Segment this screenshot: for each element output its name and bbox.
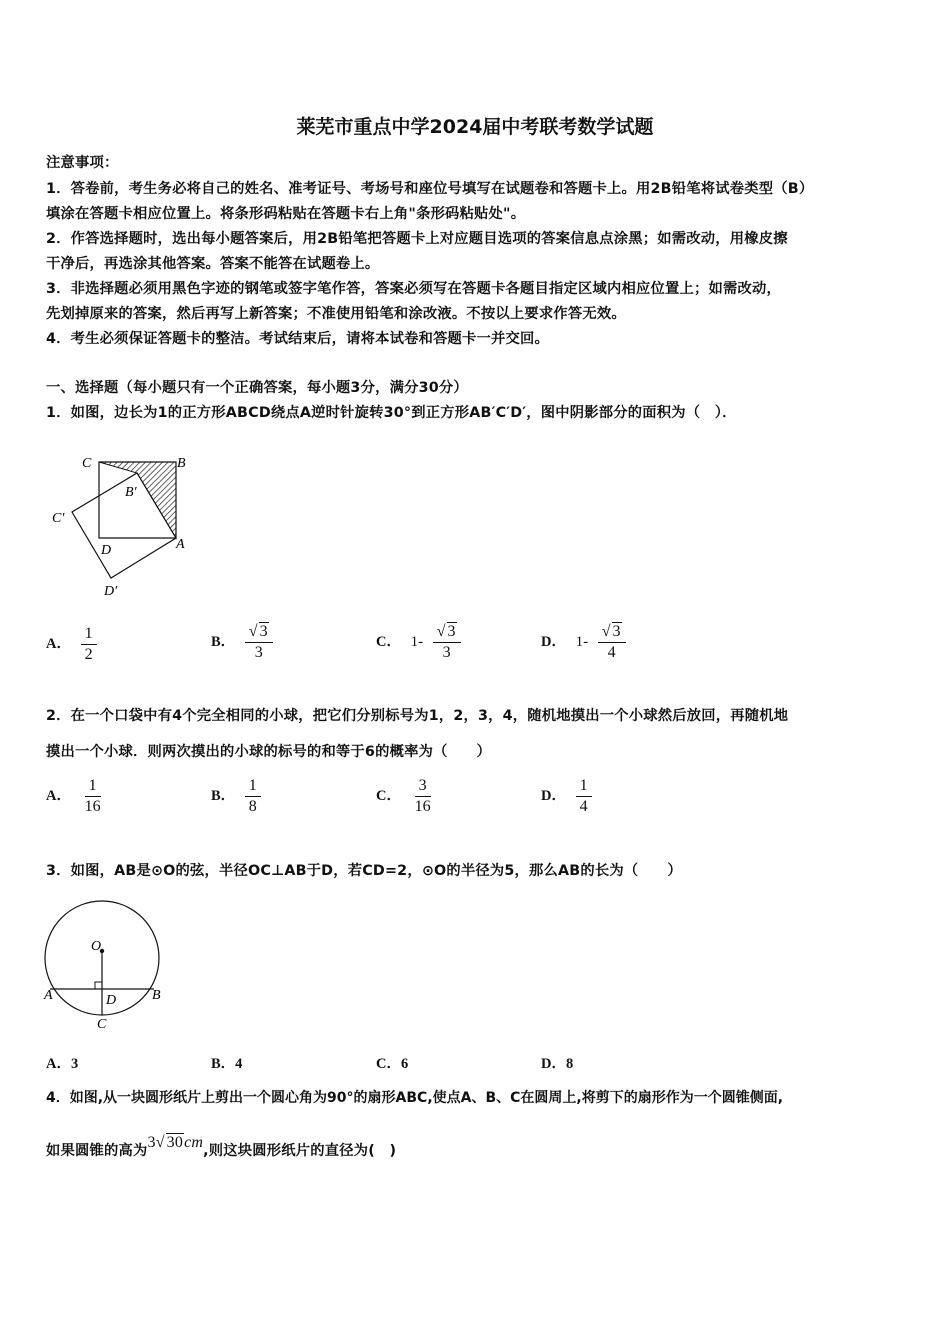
figure-label: C′ bbox=[52, 511, 65, 526]
q2-option-c[interactable] bbox=[376, 776, 435, 817]
q1-option-c[interactable] bbox=[376, 622, 461, 663]
numerator: 1 bbox=[576, 776, 592, 797]
option-letter: A． bbox=[46, 787, 71, 804]
figure-label: C bbox=[82, 456, 92, 471]
numerator: 1 bbox=[81, 624, 97, 645]
denominator: 3 bbox=[254, 644, 263, 661]
q1-option-a[interactable] bbox=[46, 624, 97, 665]
numerator: √ 3 bbox=[245, 622, 273, 643]
figure-label: D′ bbox=[104, 584, 118, 599]
formula-coefficient: 3 bbox=[147, 1134, 156, 1151]
figure-label: B bbox=[177, 456, 186, 471]
figure-label: O bbox=[91, 939, 102, 954]
q3-figure bbox=[42, 896, 172, 1036]
height-formula: 3√ 30cm bbox=[147, 1134, 204, 1151]
page-title: 莱芜市重点中学2024届中考联考数学试题 bbox=[296, 116, 654, 138]
fraction bbox=[81, 624, 97, 665]
question-4-text: 4．如图,从一块圆形纸片上剪出一个圆心角为90°的扇形ABC,使点A、B、C在圆周上,将剪下的扇形作为一个圆锥侧面, bbox=[46, 1090, 784, 1106]
denominator: 16 bbox=[414, 798, 431, 815]
notice-line: 3．非选择题必须用黑色字迹的钢笔或签字笔作答，答案必须写在答题卡各题目指定区域内相应位置上；如需改动， bbox=[46, 281, 781, 297]
notice-line: 先划掉原来的答案，然后再写上新答案；不准使用铅笔和涂改液。不按以上要求作答无效。 bbox=[46, 306, 626, 322]
option-letter: B． bbox=[211, 633, 236, 650]
notice-line: 填涂在答题卡相应位置上。将条形码粘贴在答题卡右上角"条形码粘贴处"。 bbox=[46, 206, 526, 222]
figure-label: B′ bbox=[125, 485, 137, 500]
numerator: 3 bbox=[415, 776, 431, 797]
radicand: 3 bbox=[612, 623, 621, 640]
q3-option-d[interactable]: D．8 bbox=[541, 1056, 574, 1072]
figure-label: A bbox=[176, 537, 185, 552]
fraction bbox=[411, 776, 435, 817]
fraction bbox=[433, 622, 461, 663]
denominator: 4 bbox=[607, 644, 616, 661]
option-letter: C． bbox=[376, 633, 401, 650]
figure-label: A bbox=[44, 988, 53, 1003]
figure-label: D bbox=[106, 993, 117, 1008]
notice-line: 1．答卷前，考生务必将自己的姓名、准考证号、考场号和座位号填写在试题卷和答题卡上。用2B铅笔将试卷类型（B） bbox=[46, 181, 814, 197]
denominator: 4 bbox=[579, 798, 588, 815]
question-4-prefix: 如果圆锥的高为 bbox=[46, 1143, 148, 1159]
formula-unit: cm bbox=[184, 1134, 204, 1151]
figure-label: B bbox=[152, 988, 161, 1003]
question-3-text: 3．如图，AB是⊙O的弦，半径OC⊥AB于D，若CD=2，⊙O的半径为5，那么AB的长为（ ） bbox=[46, 863, 682, 879]
section-heading: 一、选择题（每小题只有一个正确答案，每小题3分，满分30分） bbox=[46, 380, 468, 396]
denominator: 16 bbox=[84, 798, 101, 815]
option-letter: A． bbox=[46, 635, 71, 652]
numerator: √ 3 bbox=[433, 622, 461, 643]
notice-line: 2．作答选择题时，选出每小题答案后，用2B铅笔把答题卡上对应题目选项的答案信息点涂黑；如需改动，用橡皮擦 bbox=[46, 231, 788, 247]
q2-option-d[interactable] bbox=[541, 776, 592, 817]
q3-option-a[interactable]: A．3 bbox=[46, 1056, 79, 1072]
radicand: 3 bbox=[259, 623, 268, 640]
q1-option-d[interactable] bbox=[541, 622, 626, 663]
q3-option-b[interactable]: B．4 bbox=[211, 1056, 243, 1072]
q1-option-b[interactable] bbox=[211, 622, 273, 663]
notice-line: 4．考生必须保证答题卡的整洁。考试结束后，请将本试卷和答题卡一并交回。 bbox=[46, 331, 550, 347]
q1-figure bbox=[46, 448, 206, 603]
fraction bbox=[81, 776, 105, 817]
notice-heading: 注意事项： bbox=[46, 155, 119, 171]
numerator: √ 3 bbox=[598, 622, 626, 643]
fraction bbox=[245, 622, 273, 663]
figure-label: C bbox=[97, 1017, 107, 1032]
option-letter: D． bbox=[541, 633, 566, 650]
prefix: 1- bbox=[410, 634, 424, 650]
numerator: 1 bbox=[85, 776, 101, 797]
figure-label: D bbox=[101, 543, 112, 558]
q3-option-c[interactable]: C．6 bbox=[376, 1056, 409, 1072]
formula-radicand: 30 bbox=[166, 1134, 184, 1151]
denominator: 2 bbox=[84, 646, 93, 663]
q2-option-a[interactable] bbox=[46, 776, 105, 817]
option-letter: B． bbox=[211, 787, 236, 804]
question-4-suffix: ,则这块圆形纸片的直径为( ) bbox=[203, 1143, 397, 1159]
prefix: 1- bbox=[575, 634, 589, 650]
question-4-text bbox=[46, 1134, 397, 1160]
fraction bbox=[576, 776, 592, 817]
denominator: 3 bbox=[442, 644, 451, 661]
question-2-text: 2．在一个口袋中有4个完全相同的小球，把它们分别标号为1，2，3，4，随机地摸出一个小球然后放回，再随机地 bbox=[46, 708, 789, 724]
notice-line: 干净后，再选涂其他答案。答案不能答在试题卷上。 bbox=[46, 256, 380, 272]
question-1-text: 1．如图，边长为1的正方形ABCD绕点A逆时针旋转30°到正方形AB′C′D′，图中阴影部分的面积为（ ）． bbox=[46, 405, 737, 421]
question-2-text: 摸出一个小球．则两次摸出的小球的标号的和等于6的概率为（ ） bbox=[46, 744, 492, 760]
fraction bbox=[245, 776, 261, 817]
option-letter: D． bbox=[541, 787, 566, 804]
option-letter: C． bbox=[376, 787, 401, 804]
denominator: 8 bbox=[248, 798, 257, 815]
numerator: 1 bbox=[245, 776, 261, 797]
q2-option-b[interactable] bbox=[211, 776, 261, 817]
radicand: 3 bbox=[447, 623, 456, 640]
fraction bbox=[598, 622, 626, 663]
